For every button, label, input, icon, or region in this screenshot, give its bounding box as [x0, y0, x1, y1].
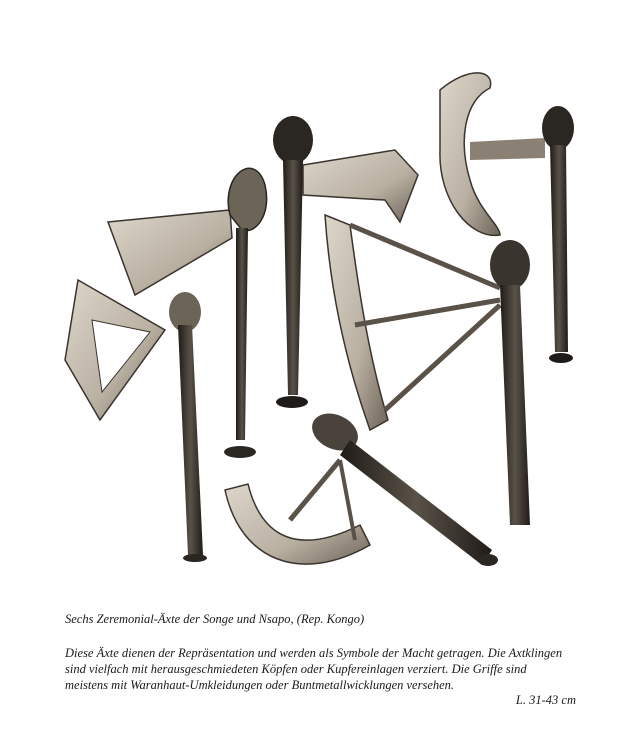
caption-body — [65, 645, 585, 693]
axe-large-triangular — [325, 215, 530, 525]
axe-openwork-left — [65, 280, 207, 562]
caption-title: Sechs Zeremonial-Äxte der Songe und Nsapo, (Rep. Kongo) — [65, 612, 365, 626]
axe-crescent-bottom — [225, 406, 498, 566]
caption-line: sind vielfach mit herausgeschmiedeten Köpfen oder Kupfereinlagen verziert. Die Griffe sind — [65, 662, 527, 676]
caption-line: meistens mit Waranhaut-Umkleidungen oder Buntmetallwicklungen versehen. — [65, 678, 455, 692]
caption-line: Diese Äxte dienen der Repräsentation und werden als Symbole der Macht getragen. Die Axtklingen — [65, 646, 563, 660]
size-range: L. 31-43 cm — [515, 693, 576, 707]
